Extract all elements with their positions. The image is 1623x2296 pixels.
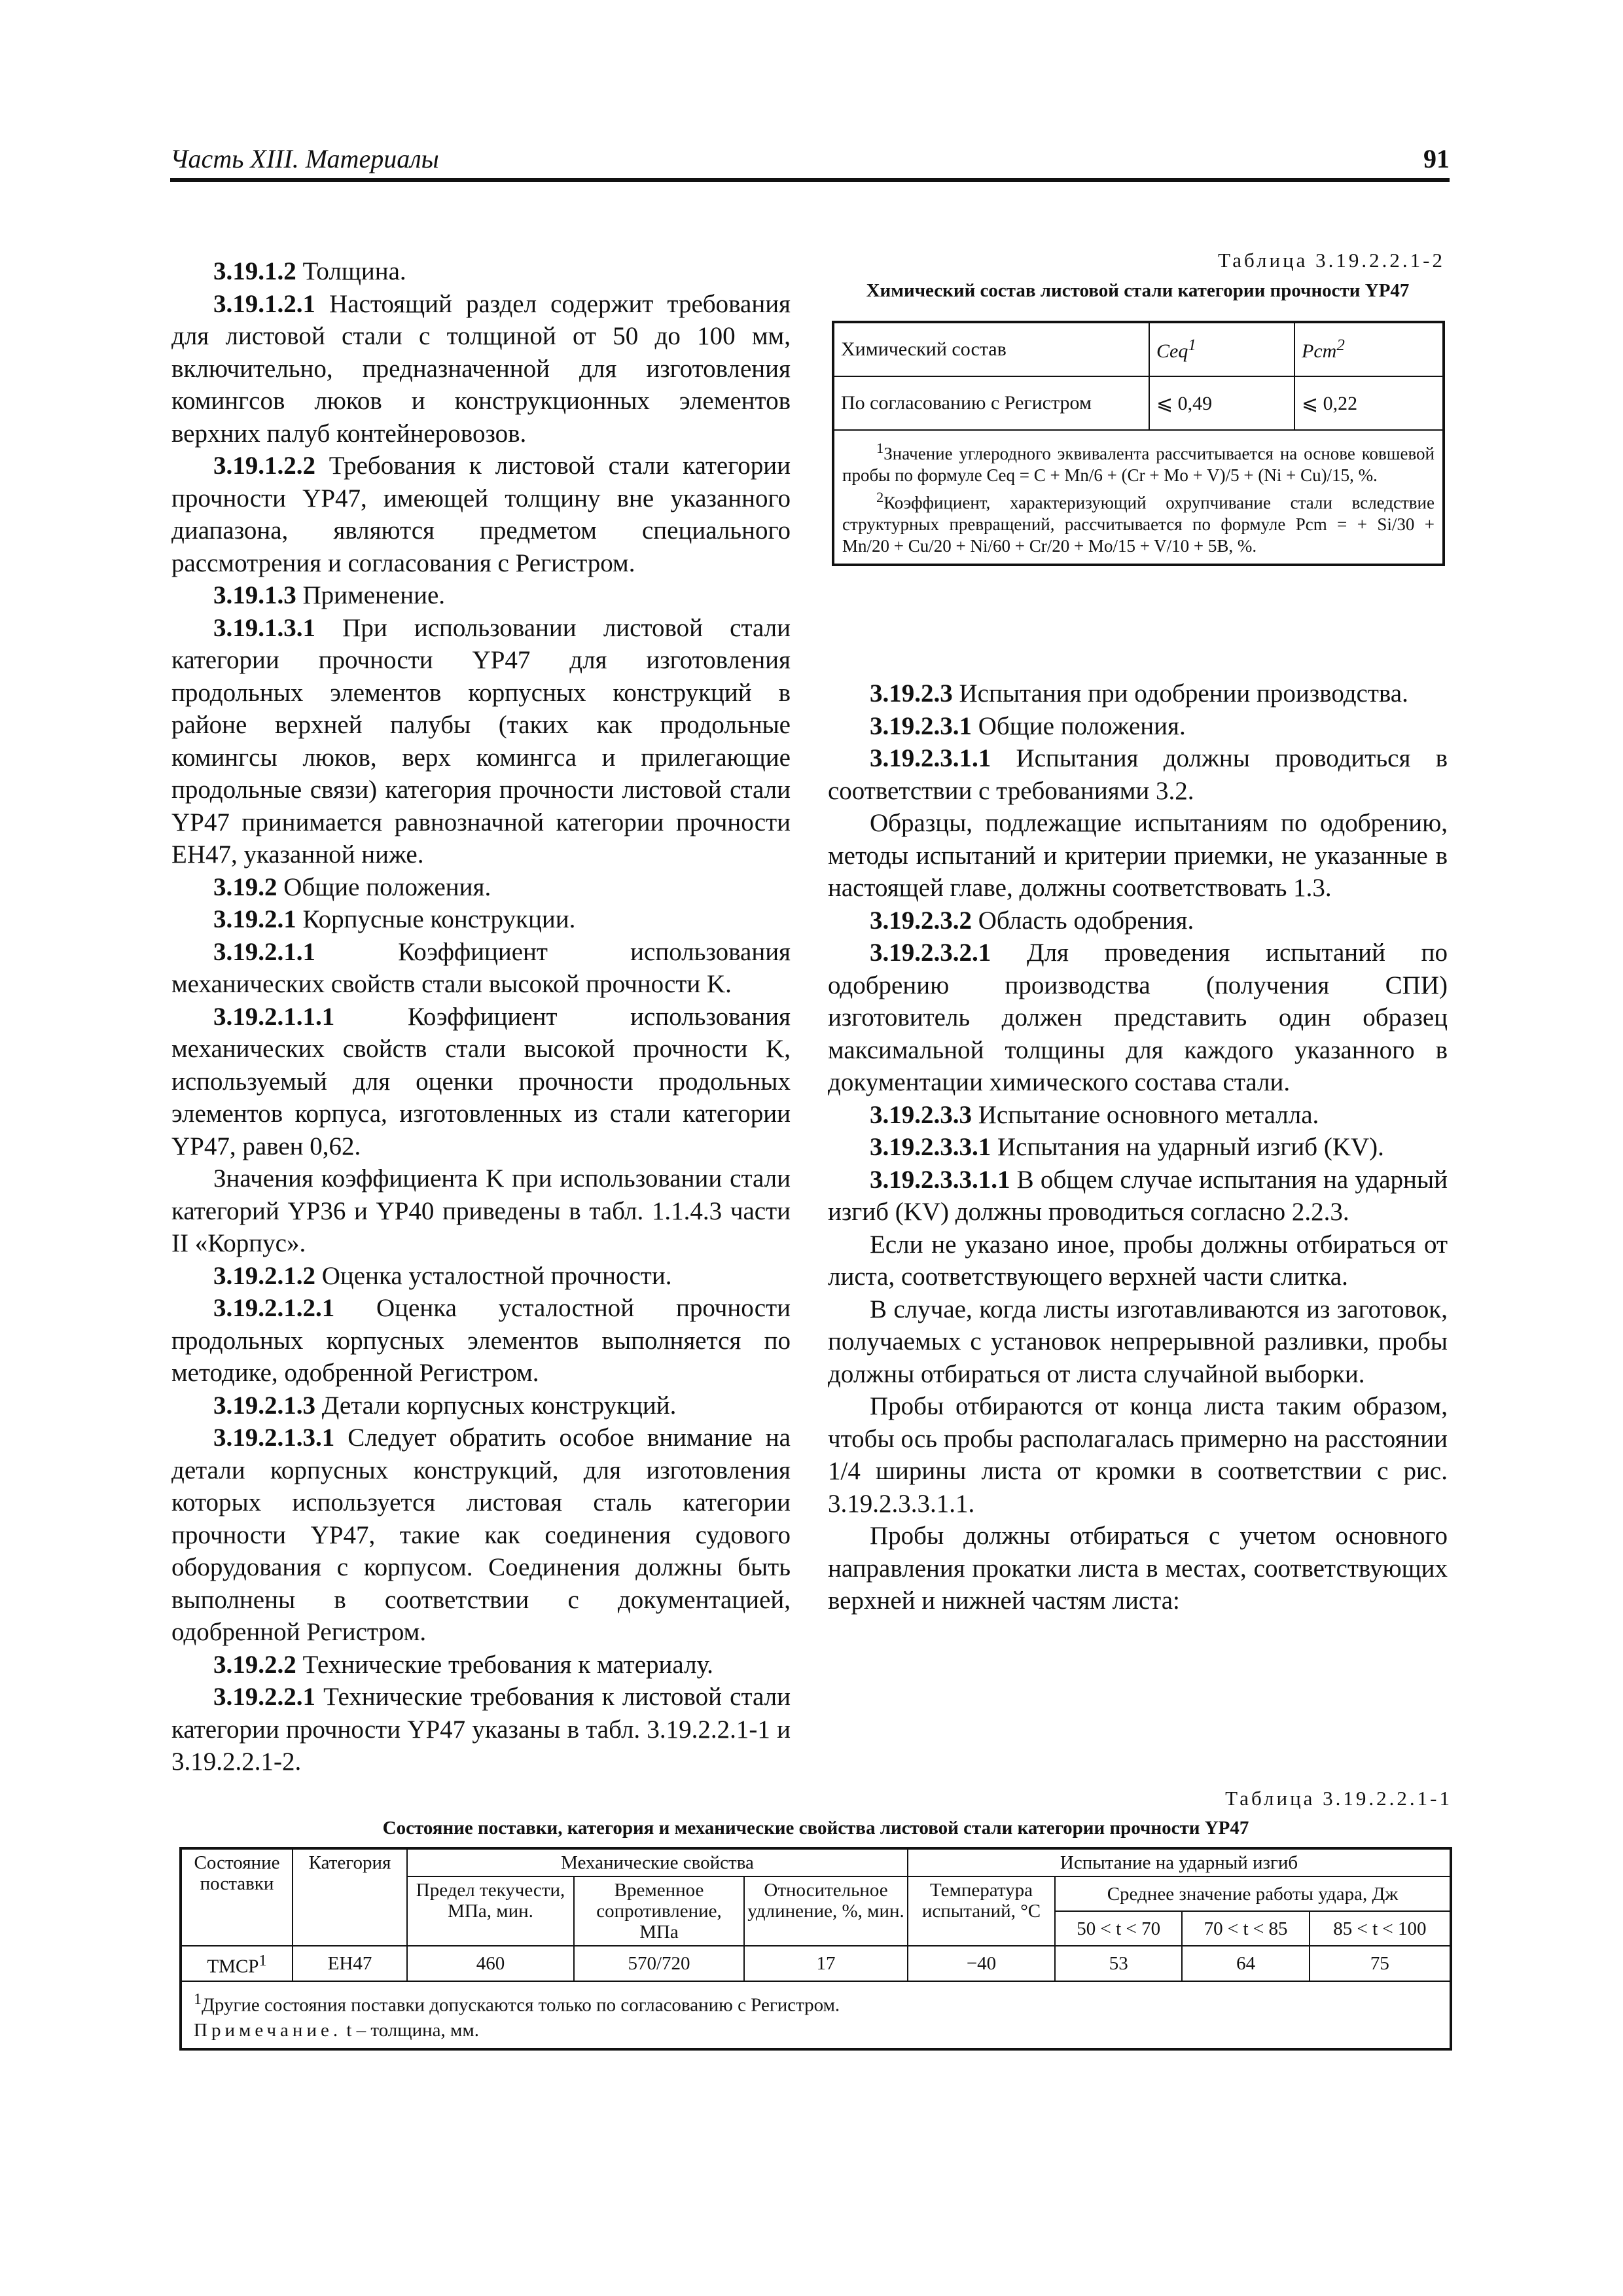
left-paragraph: 3.19.2.1.2 Оценка усталостной прочности. (213, 1261, 672, 1290)
left-paragraph: 3.19.1.3.1 При использовании листовой стали категории прочности YP47 для изготовления продольных элементов корпусных конструкций в районе верхней палубы (таких как продольные комингсы люков, верх комингса и прилегающие продольные связи) категория прочности листовой стали YP47 принимается равнозначной категории прочности EH47, указанной ниже. (171, 613, 791, 869)
t1-h-elongation: Относительное удлинение, %, мин. (744, 1876, 908, 1946)
left-paragraph: 3.19.2.2 Технические требования к материалу. (213, 1650, 713, 1679)
t2-cell-agreement: По согласованию с Регистром (833, 376, 1149, 430)
right-paragraph: Пробы отбираются от конца листа таким образом, чтобы ось пробы располагалась примерно на расстоянии 1/4 ширины листа от кромки в соответствии с рис. 3.19.2.3.3.1.1. (828, 1392, 1448, 1518)
section-number: 3.19.2.1.3 (213, 1391, 315, 1420)
t1-h-yield: Предел текучести, МПа, мин. (407, 1876, 574, 1946)
left-paragraph: 3.19.2.1.2.1 Оценка усталостной прочности продольных корпусных элементов выполняется по методике, одобренной Регистром. (171, 1294, 791, 1387)
t1-note: Примечание. t – толщина, мм. (194, 2019, 479, 2041)
t1-cell-yield: 460 (407, 1946, 574, 1981)
left-paragraph: 3.19.2.1.1.1 Коэффициент использования механических свойств стали высокой прочности K, используемый для оценки прочности продольных элементов корпуса, изготовленных из стали категории YP47, равен 0,62. (171, 1002, 791, 1160)
section-number: 3.19.2.3.3 (870, 1100, 972, 1129)
left-paragraph: 3.19.1.2.1 Настоящий раздел содержит требования для листовой стали с толщиной от 50 до 100 мм, включительно, предназначенной для изготовления комингсов люков и конструкционных элементов верхних палуб контейнеровозов. (171, 289, 791, 448)
section-number: 3.19.2.3.1 (870, 711, 972, 740)
table2-caption: Таблица 3.19.2.2.1-2 (1218, 249, 1445, 272)
chemical-composition-table (832, 321, 1445, 566)
t1-h-category: Категория (293, 1848, 407, 1946)
left-paragraph: 3.19.2.1.3 Детали корпусных конструкций. (213, 1391, 677, 1420)
left-paragraph: 3.19.2.1.1 Коэффициент использования механических свойств стали высокой прочности K. (171, 937, 791, 998)
t1-cell-temperature: −40 (908, 1946, 1055, 1981)
section-number: 3.19.2.1.1 (213, 937, 315, 966)
section-number: 3.19.2.3.1.1 (870, 744, 991, 772)
right-column (828, 677, 1448, 1617)
section-number: 3.19.2.1.3.1 (213, 1424, 335, 1452)
table1-title: Состояние поставки, категория и механические свойства листовой стали категории прочности YP47 (382, 1818, 1249, 1839)
left-paragraph: 3.19.2 Общие положения. (213, 872, 491, 901)
t1-cell-category: EH47 (293, 1946, 407, 1981)
t1-h-avg-energy: Среднее значение работы удара, Дж (1055, 1876, 1451, 1911)
running-title: Часть XIII. Материалы (170, 144, 439, 173)
left-paragraph: Значения коэффициента K при использовании стали категорий YP36 и YP40 приведены в табл. 1.1.4.3 части II «Корпус». (171, 1164, 791, 1257)
section-number: 3.19.2.1.2.1 (213, 1294, 335, 1322)
left-paragraph: 3.19.2.2.1 Технические требования к листовой стали категории прочности YP47 указаны в табл. 3.19.2.2.1-1 и 3.19.2.2.1-2. (171, 1683, 791, 1776)
t1-h-tensile: Временное сопротивление, МПа (574, 1876, 744, 1946)
right-paragraph: Образцы, подлежащие испытаниям по одобрению, методы испытаний и критерии приемки, не указанные в настоящей главе, должны соответствовать 1.3. (828, 809, 1448, 902)
t2-footnote-1: $^1$Значение углеродного эквивалента рассчитывается на основе ковшевой пробы по формуле Ceq = C + Mn/6 + (Cr + Mo + V)/5 + (Ni + Cu)/15, %. (842, 440, 1435, 485)
t1-footnote-1: $^1$Другие состояния поставки допускаются только по согласованию с Регистром. (194, 1990, 840, 2016)
t1-h-thickness-2: 70 < t < 85 (1182, 1911, 1309, 1946)
left-paragraph: 3.19.2.1.3.1 Следует обратить особое внимание на детали корпусных конструкций, для изготовления которых используется листовая сталь категории прочности YP47, такие как соединения судового оборудования с корпусом. Соединения должны быть выполнены в соответствии с документацией, одобренной Регистром. (171, 1424, 791, 1646)
page-header (170, 139, 1450, 182)
mechanical-properties-table (179, 1847, 1452, 2051)
section-number: 3.19.1.2 (213, 257, 296, 285)
left-paragraph: 3.19.1.2.2 Требования к листовой стали категории прочности YP47, имеющей толщину вне указанного диапазона, являются предметом специального рассмотрения и согласования с Регистром. (171, 452, 791, 577)
section-number: 3.19.2.2.1 (213, 1683, 315, 1711)
t2-header-composition: Химический состав (833, 322, 1149, 376)
t1-h-mechanical: Механические свойства (407, 1848, 908, 1876)
section-number: 3.19.2.3.2.1 (870, 939, 991, 967)
t2-footnotes (833, 430, 1444, 565)
t1-cell-state: TMCP$^1$ (181, 1946, 293, 1981)
right-paragraph: 3.19.2.3.3.1.1 В общем случае испытания на ударный изгиб (KV) должны проводиться согласно 2.2.3. (828, 1165, 1448, 1226)
t1-cell-energy-1: 53 (1055, 1946, 1182, 1981)
t1-h-state: Состояние поставки (181, 1848, 293, 1946)
right-paragraph: 3.19.2.3.2.1 Для проведения испытаний по одобрению производства (получения СПИ) изготовитель должен представить один образец максимальной толщины для каждого указанного в документации химического состава стали. (828, 939, 1448, 1096)
right-paragraph: Если не указано иное, пробы должны отбираться от листа, соответствующего верхней части слитка. (828, 1230, 1448, 1291)
section-number: 3.19.2.1 (213, 905, 296, 933)
section-number: 3.19.2.3 (870, 679, 953, 708)
table1-caption: Таблица 3.19.2.2.1-1 (1225, 1787, 1452, 1810)
t1-notes (181, 1981, 1451, 2049)
left-paragraph: 3.19.2.1 Корпусные конструкции. (213, 905, 576, 933)
section-number: 3.19.2.2 (213, 1650, 296, 1679)
t1-h-thickness-3: 85 < t < 100 (1310, 1911, 1451, 1946)
t2-cell-ceq: ⩽ 0,49 (1149, 376, 1294, 430)
page-number: 91 (1423, 144, 1450, 173)
table2-title: Химический состав листовой стали категории прочности YP47 (866, 280, 1410, 301)
t1-cell-energy-3: 75 (1310, 1946, 1451, 1981)
section-number: 3.19.1.2.1 (213, 289, 315, 318)
left-column (171, 255, 791, 1778)
section-number: 3.19.2.3.2 (870, 906, 972, 935)
t2-footnote-2: $^2$Коэффициент, характеризующий охрупчивание стали вследствие структурных превращений, рассчитывается по формуле Pcm = + Si/30 + Mn/20 + Cu/20 + Ni/60 + Cr/20 + Mo/15 + V/10 + 5B, %. (842, 489, 1435, 556)
section-number: 3.19.1.3.1 (213, 613, 315, 642)
right-paragraph: 3.19.2.3.3.1 Испытания на ударный изгиб (KV). (870, 1133, 1384, 1161)
section-number: 3.19.1.3 (213, 581, 296, 609)
t2-header-pcm: Pcm$^2$ (1294, 322, 1444, 376)
right-paragraph: В случае, когда листы изготавливаются из заготовок, получаемых с установок непрерывной разливки, пробы должны отбираться от листа случайной выборки. (828, 1295, 1448, 1388)
right-paragraph: 3.19.2.3.3 Испытание основного металла. (870, 1100, 1319, 1129)
left-paragraph: 3.19.1.3 Применение. (213, 581, 446, 609)
t2-cell-pcm: ⩽ 0,22 (1294, 376, 1444, 430)
left-paragraph: 3.19.1.2 Толщина. (213, 257, 406, 285)
right-paragraph: 3.19.2.3.2 Область одобрения. (870, 906, 1194, 935)
right-paragraph: Пробы должны отбираться с учетом основного направления прокатки листа в местах, соответствующих верхней и нижней частям листа: (828, 1522, 1448, 1615)
t1-h-temperature: Температура испытаний, °C (908, 1876, 1055, 1946)
t1-cell-elongation: 17 (744, 1946, 908, 1981)
section-number: 3.19.2.1.1.1 (213, 1002, 335, 1031)
section-number: 3.19.2.3.3.1.1 (870, 1165, 1010, 1194)
t1-h-impact: Испытание на ударный изгиб (908, 1848, 1451, 1876)
t1-h-thickness-1: 50 < t < 70 (1055, 1911, 1182, 1946)
section-number: 3.19.2 (213, 872, 277, 901)
t1-cell-tensile: 570/720 (574, 1946, 744, 1981)
section-number: 3.19.1.2.2 (213, 452, 315, 480)
section-number: 3.19.2.1.2 (213, 1261, 315, 1290)
right-paragraph: 3.19.2.3 Испытания при одобрении производства. (870, 679, 1408, 708)
right-paragraph: 3.19.2.3.1 Общие положения. (870, 711, 1186, 740)
t1-cell-energy-2: 64 (1182, 1946, 1309, 1981)
t2-header-ceq: Ceq$^1$ (1149, 322, 1294, 376)
right-paragraph: 3.19.2.3.1.1 Испытания должны проводиться в соответствии с требованиями 3.2. (828, 744, 1448, 805)
section-number: 3.19.2.3.3.1 (870, 1133, 991, 1161)
